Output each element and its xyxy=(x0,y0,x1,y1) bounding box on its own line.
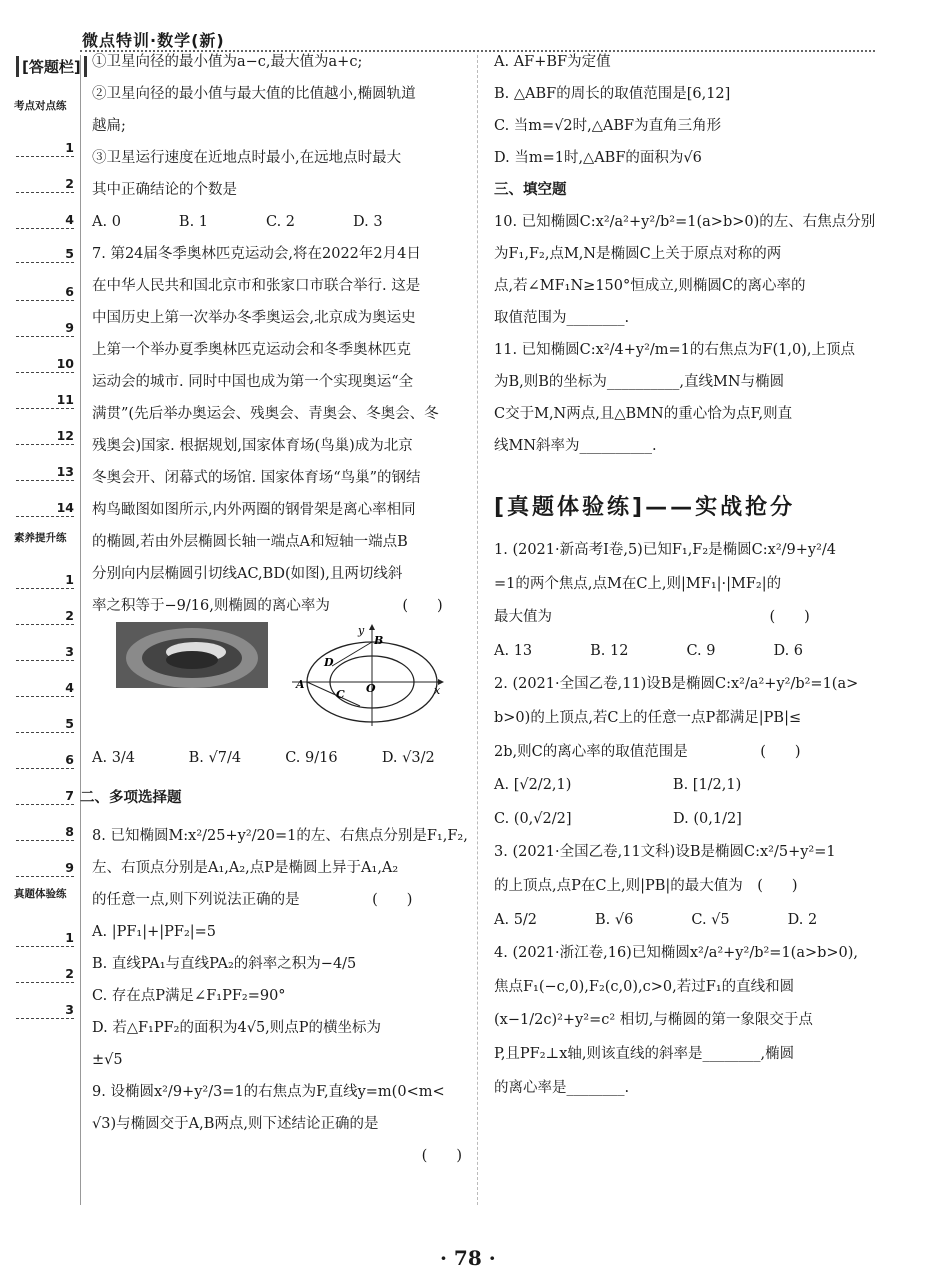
text-line: 率之积等于−9/16,则椭圆的离心率为 ( ) xyxy=(92,598,443,614)
answer-blank[interactable]: 5 xyxy=(16,716,74,733)
text-line: A. 13 B. 12 C. 9 D. 6 xyxy=(494,642,804,659)
answer-blank[interactable]: 2 xyxy=(16,966,74,983)
text-line: 残奥会)国家. 根据规划,国家体育场(鸟巢)成为北京 xyxy=(92,438,413,454)
text-line: =1的两个焦点,点M在C上,则|MF₁|·|MF₂|的 xyxy=(494,575,782,592)
text-line: b>0)的上顶点,若C上的任意一点P都满足|PB|≤ xyxy=(494,709,802,726)
text-line: 9. 设椭圆x²/9+y²/3=1的右焦点为F,直线y=m(0<m< xyxy=(92,1084,445,1100)
q7-option-d: D. √3/2 xyxy=(381,750,435,766)
text-line: 的任意一点,则下列说法正确的是 ( ) xyxy=(92,892,413,908)
text-line: 分别向内层椭圆引切线AC,BD(如图),且两切线斜 xyxy=(92,566,403,582)
text-line: 的上顶点,点P在C上,则|PB|的最大值为 ( ) xyxy=(494,877,798,894)
text-line: 2b,则C的离心率的取值范围是 ( ) xyxy=(494,743,801,760)
text-line: D. 当m=1时,△ABF的面积为√6 xyxy=(494,150,702,166)
label-A: A xyxy=(296,678,305,691)
answer-blank[interactable]: 14 xyxy=(16,500,74,517)
label-D: D xyxy=(324,656,334,669)
answer-blank[interactable]: 10 xyxy=(16,356,74,373)
text-line: P,且PF₂⊥x轴,则该直线的斜率是________,椭圆 xyxy=(494,1045,795,1062)
answer-blank[interactable]: 4 xyxy=(16,680,74,697)
right-column-top xyxy=(494,46,876,462)
q7-option-b: B. √7/4 xyxy=(188,750,242,766)
text-line: C. 当m=√2时,△ABF为直角三角形 xyxy=(494,118,722,134)
text-line: 2. (2021·全国乙卷,11)设B是椭圆C:x²/a²+y²/b²=1(a> xyxy=(494,676,859,693)
page-number: · 78 · xyxy=(440,1246,496,1270)
column-divider xyxy=(477,55,478,1205)
text-line: 为B,则B的坐标为__________,直线MN与椭圆 xyxy=(494,374,785,390)
text-line: 3. (2021·全国乙卷,11文科)设B是椭圆C:x²/5+y²=1 xyxy=(494,844,836,861)
text-line: ±√5 xyxy=(92,1052,123,1068)
text-line: A. 5/2 B. √6 C. √5 D. 2 xyxy=(494,911,818,928)
answer-blank[interactable]: 2 xyxy=(16,176,74,193)
text-line: 线MN斜率为__________. xyxy=(494,438,657,454)
text-line: 焦点F₁(−c,0),F₂(c,0),c>0,若过F₁的直线和圆 xyxy=(494,978,795,995)
text-line: A. 0 B. 1 C. 2 D. 3 xyxy=(92,214,383,230)
text-line: 10. 已知椭圆C:x²/a²+y²/b²=1(a>b>0)的左、右焦点分别 xyxy=(494,214,876,230)
answer-blank[interactable]: 1 xyxy=(16,140,74,157)
answer-blank[interactable]: 4 xyxy=(16,212,74,229)
label-B: B xyxy=(374,634,384,647)
section-multiple-choice: 二、多项选择题 xyxy=(80,790,182,806)
text-line: A. |PF₁|+|PF₂|=5 xyxy=(92,924,217,940)
answer-blank[interactable]: 6 xyxy=(16,284,74,301)
text-line: 满贯”(先后举办奥运会、残奥会、青奥会、冬奥会、冬 xyxy=(92,406,439,422)
text-line: 越扁; xyxy=(92,118,126,134)
text-line: 11. 已知椭圆C:x²/4+y²/m=1的右焦点为F(1,0),上顶点 xyxy=(494,342,855,358)
label-C: C xyxy=(336,688,345,701)
text-line: 的椭圆,若由外层椭圆长轴一端点A和短轴一端点B xyxy=(92,534,408,550)
text-line: (x−1/2c)²+y²=c² 相切,与椭圆的第一象限交于点 xyxy=(494,1012,813,1029)
text-line: 在中华人民共和国北京市和张家口市联合举行. 这是 xyxy=(92,278,421,294)
q7-option-a: A. 3/4 xyxy=(92,750,136,766)
answer-blank[interactable]: 11 xyxy=(16,392,74,409)
answer-blank[interactable]: 13 xyxy=(16,464,74,481)
text-line: 1. (2021·新高考Ⅰ卷,5)已知F₁,F₂是椭圆C:x²/9+y²/4 xyxy=(494,542,837,558)
text-line: 运动会的城市. 同时中国也成为第一个实现奥运“全 xyxy=(92,374,414,390)
q8-q9-block xyxy=(92,820,468,1172)
text-line: 4. (2021·浙江卷,16)已知椭圆x²/a²+y²/b²=1(a>b>0), xyxy=(494,945,859,962)
text-line: A. [√2/2,1) B. [1/2,1) xyxy=(494,777,742,794)
right-column-bottom xyxy=(494,534,864,1105)
ellipse-diagram xyxy=(288,622,448,730)
sidebar-divider xyxy=(80,55,81,1205)
answer-blank[interactable]: 9 xyxy=(16,860,74,877)
text-line: 的离心率是________. xyxy=(494,1079,630,1096)
answer-blank[interactable]: 9 xyxy=(16,320,74,337)
text-line: D. 若△F₁PF₂的面积为4√5,则点P的横坐标为 xyxy=(92,1020,382,1036)
text-line: 8. 已知椭圆M:x²/25+y²/20=1的左、右焦点分别是F₁,F₂, xyxy=(92,828,468,844)
text-line: 中国历史上第一次举办冬季奥运会,北京成为奥运史 xyxy=(92,310,416,326)
text-line: 三、填空题 xyxy=(494,182,567,198)
answer-column-title: [答题栏] xyxy=(16,56,87,77)
text-line: B. 直线PA₁与直线PA₂的斜率之积为−4/5 xyxy=(92,956,357,972)
answer-blank[interactable]: 8 xyxy=(16,824,74,841)
answer-blank[interactable]: 3 xyxy=(16,1002,74,1019)
text-line: 左、右顶点分别是A₁,A₂,点P是椭圆上异于A₁,A₂ xyxy=(92,860,399,876)
label-O: O xyxy=(366,682,376,695)
page-header: 微点特训·数学(新) xyxy=(82,31,225,50)
text-line: 最大值为 ( ) xyxy=(494,609,810,626)
bird-nest-photo xyxy=(116,622,268,688)
text-line: C. (0,√2/2] D. (0,1/2] xyxy=(494,810,742,827)
text-line: 为F₁,F₂,点M,N是椭圆C上关于原点对称的两 xyxy=(494,246,782,262)
q7-options xyxy=(92,742,474,774)
answer-blank[interactable]: 3 xyxy=(16,644,74,661)
text-line: 冬奥会开、闭幕式的场馆. 国家体育场“鸟巢”的钢结 xyxy=(92,470,421,486)
text-line: 构鸟瞰图如图所示,内外两圈的钢骨架是离心率相同 xyxy=(92,502,416,518)
text-line: C交于M,N两点,且△BMN的重心恰为点F,则直 xyxy=(494,406,793,422)
text-line: C. 存在点P满足∠F₁PF₂=90° xyxy=(92,988,286,1004)
sidebar-section-label: 素养提升练 xyxy=(14,532,67,544)
text-line: ③卫星运行速度在近地点时最小,在远地点时最大 xyxy=(92,150,402,166)
answer-blank[interactable]: 1 xyxy=(16,572,74,589)
sidebar-section-label: 真题体验练 xyxy=(14,888,67,900)
text-line: √3)与椭圆交于A,B两点,则下述结论正确的是 xyxy=(92,1116,379,1132)
text-line: 上第一个举办夏季奥林匹克运动会和冬季奥林匹克 xyxy=(92,342,411,358)
text-line: 7. 第24届冬季奥林匹克运动会,将在2022年2月4日 xyxy=(92,246,421,262)
label-x: x xyxy=(434,684,441,697)
left-column xyxy=(92,46,462,622)
sidebar-section-label: 考点对点练 xyxy=(14,100,67,112)
text-line: ②卫星向径的最小值与最大值的比值越小,椭圆轨道 xyxy=(92,86,416,102)
text-line: 其中正确结论的个数是 xyxy=(92,182,237,198)
answer-blank[interactable]: 5 xyxy=(16,246,74,263)
answer-blank[interactable]: 1 xyxy=(16,930,74,947)
answer-blank[interactable]: 12 xyxy=(16,428,74,445)
text-line: 点,若∠MF₁N≥150°恒成立,则椭圆C的离心率的 xyxy=(494,278,806,294)
text-line: 取值范围为________. xyxy=(494,310,630,326)
answer-blank[interactable]: 7 xyxy=(16,788,74,805)
text-line: ( ) xyxy=(421,1148,462,1164)
answer-blank[interactable]: 6 xyxy=(16,752,74,769)
text-line: B. △ABF的周长的取值范围是[6,12] xyxy=(494,86,731,102)
text-line: ①卫星向径的最小值为a−c,最大值为a+c; xyxy=(92,54,363,70)
label-y: y xyxy=(358,624,365,637)
text-line: A. AF+BF为定值 xyxy=(494,54,611,70)
q7-option-c: C. 9/16 xyxy=(285,750,338,766)
real-exam-title: [真题体验练]——实战抢分 xyxy=(494,495,796,520)
answer-blank[interactable]: 2 xyxy=(16,608,74,625)
